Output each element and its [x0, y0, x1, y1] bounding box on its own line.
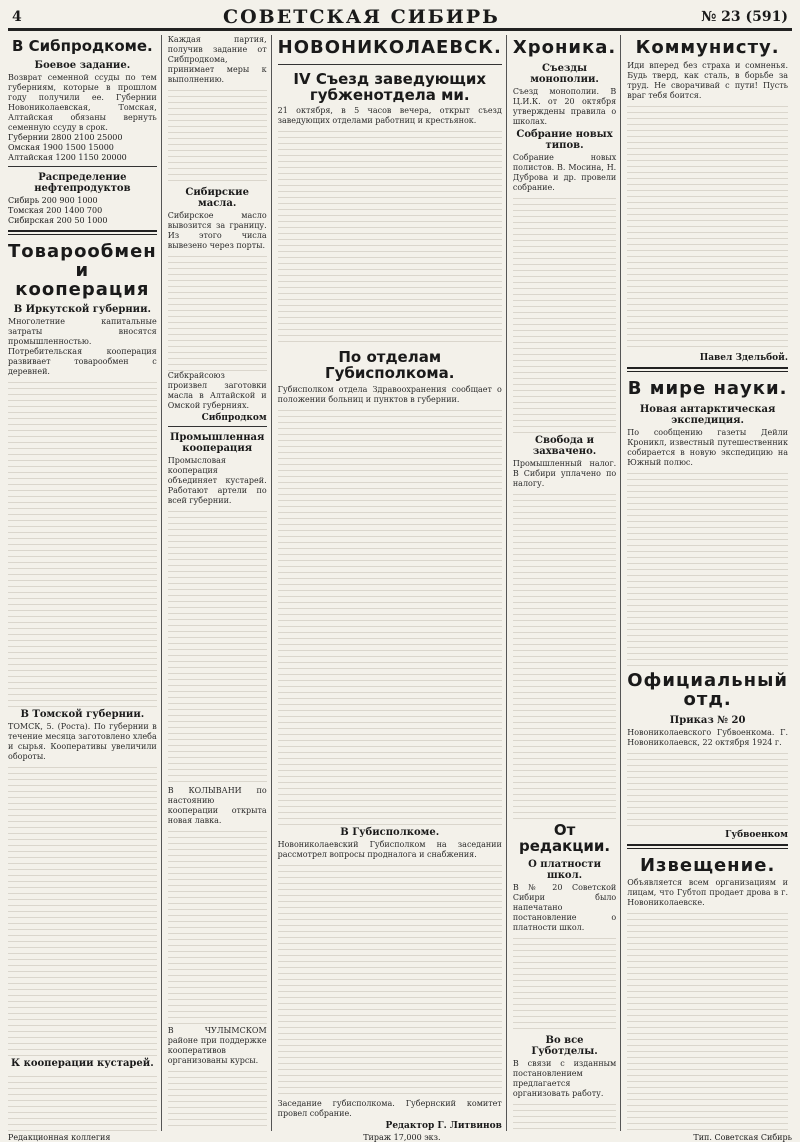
subhead: Съезды монополии.	[530, 62, 599, 85]
article-text: Многолетние капитальные затраты вносятся промышленностью. Потребительская кооперация развивает товарообмен с деревней.	[8, 317, 157, 377]
article-text: 21 октября, в 5 часов вечера, открыт съезд заведующих отделами работниц и крестьянок.	[277, 106, 502, 126]
column-5	[627, 35, 792, 1131]
signature: Сибпродком	[201, 413, 267, 423]
columns	[8, 35, 792, 1131]
column-2	[168, 35, 272, 1131]
headline-gubispolkom: По отделам Губисполкома.	[325, 348, 455, 383]
table-row: Томская 200 1400 700	[8, 205, 103, 215]
headline-congress: IV Съезд заведующих губженотдела ми.	[293, 69, 487, 104]
editor-signature: Редактор Г. Литвинов	[385, 1121, 502, 1131]
table-row: Сибирь 200 900 1000	[8, 195, 98, 205]
column-1	[8, 35, 162, 1131]
footer-right: Тип. Советская Сибирь	[693, 1133, 792, 1142]
article-text: В ЧУЛЫМСКОМ районе при поддержке кооперативов организованы курсы.	[167, 1026, 267, 1065]
table-row: Сибирская 200 50 1000	[8, 215, 108, 225]
headline-tovaroobmen: Товарообмен и кооперация	[8, 240, 157, 300]
article-text: Съезд монополии. В Ц.И.К. от 20 октября утверждены правила о школах.	[512, 86, 617, 126]
subhead: О платности школ.	[528, 859, 601, 882]
subhead: Боевое задание.	[34, 59, 131, 71]
article-text: Объявляется всем организациям и лицам, что Губтоп продает дрова в г. Новониколаевске.	[627, 878, 788, 908]
newspaper-title: СОВЕТСКАЯ СИБИРЬ	[222, 6, 500, 28]
article-text: Сибкрайсоюз произвел заготовки масла в Алтайской и Омской губерниях.	[167, 371, 267, 410]
subhead: Свобода и захвачено.	[532, 434, 597, 457]
headline-editorial: От редакции.	[518, 820, 611, 855]
subhead: Сибирские масла.	[185, 187, 249, 209]
footer-center: Тираж 17,000 экз.	[363, 1133, 441, 1142]
page-number: 4	[12, 9, 22, 25]
masthead	[8, 6, 792, 31]
headline-communist: Коммунисту.	[635, 37, 780, 58]
page-footer	[8, 1133, 792, 1142]
article-text: Новониколаевского Губвоенкома. Г. Новониколаевск, 22 октября 1924 г.	[627, 727, 788, 747]
poem-text: Иди вперед без страха и сомненья. Будь тверд, как сталь, в борьбе за труд. Не сворачивай с пути! Пусть враг тебя боится.	[627, 60, 788, 100]
article-text: В связи с изданным постановлением предлагается организовать работу.	[512, 1059, 617, 1099]
poem-author: Павел Здельбой.	[699, 352, 788, 363]
article-text: Новониколаевский Губисполком на заседании рассмотрел вопросы продналога и снабжения.	[277, 839, 502, 859]
article-text: В КОЛЫВАНИ по настоянию кооперации открыта новая лавка.	[167, 786, 267, 825]
headline-official: Официальный отд.	[627, 669, 788, 710]
table-row: Алтайская 1200 1150 20000	[8, 152, 127, 162]
data-table	[8, 133, 157, 163]
subhead: Во все Губотделы.	[531, 1035, 598, 1058]
table-row: Омская 1900 1500 15000	[8, 142, 114, 152]
table-row: Губернии 2800 2100 25000	[8, 132, 123, 142]
column-3	[278, 35, 507, 1131]
subhead: В Губисполкоме.	[340, 826, 440, 838]
headline-novonikolaevsk: НОВОНИКОЛАЕВСК.	[277, 37, 502, 58]
data-table	[8, 196, 157, 226]
subhead: Новая антарктическая экспедиция.	[639, 403, 776, 426]
subhead: В Иркутской губернии.	[13, 304, 151, 316]
headline-chronicle: Хроника.	[512, 37, 617, 58]
article-text: Сибирское масло вывозится за границу. Из этого числа вывезено через порты.	[167, 211, 267, 250]
footer-left: Редакционная коллегия	[8, 1133, 111, 1142]
subhead: К кооперации кустарей.	[11, 1058, 154, 1069]
column-4	[513, 35, 621, 1131]
article-text: Промышленный налог. В Сибири уплачено по налогу.	[512, 458, 617, 488]
signature: Губвоенком	[725, 829, 788, 840]
article-text: Губисполком отдела Здравоохранения сообщает о положении больниц и пунктов в губернии.	[277, 384, 502, 404]
headline-science: В мире науки.	[627, 377, 788, 399]
subhead: Приказ № 20	[669, 714, 746, 726]
headline-sibprodkom: В Сибпродкоме.	[11, 37, 153, 55]
article-text: Промысловая кооперация объединяет кустарей. Работают артели по всей губернии.	[167, 456, 267, 505]
issue-number: № 23 (591)	[701, 9, 788, 25]
article-text: Возврат семенной ссуды по тем губерниям, которые в прошлом году получили ее. Губернии Новониколаевская, Томская, Алтайская обязаны вернуть семенную ссуду в срок.	[8, 72, 157, 132]
headline-notice: Извещение.	[639, 854, 776, 876]
article-text: Заседание губисполкома. Губернский комитет провел собрание.	[277, 1099, 502, 1118]
subhead: Промышленная кооперация	[169, 432, 265, 454]
article-text: Собрание новых полистов. В. Мосина, Н. Дуброва и др. провели собрание.	[512, 152, 617, 192]
article-text: ТОМСК, 5. (Роста). По губернии в течение месяца заготовлено хлеба и сырья. Кооперативы увеличили обороты.	[8, 722, 157, 762]
article-text: По сообщению газеты Дейли Кроникл, известный путешественник собирается в новую экспедицию на Южный полюс.	[627, 427, 788, 467]
subhead: Распределение нефтепродуктов	[34, 171, 131, 194]
subhead: В Томской губернии.	[20, 709, 145, 721]
subhead: Собрание новых типов.	[516, 128, 613, 151]
article-text: В № 20 Советской Сибири было напечатано постановление о платности школ.	[512, 883, 617, 933]
article-text: Каждая партия, получив задание от Сибпродкома, принимает меры к выполнению.	[167, 35, 267, 84]
